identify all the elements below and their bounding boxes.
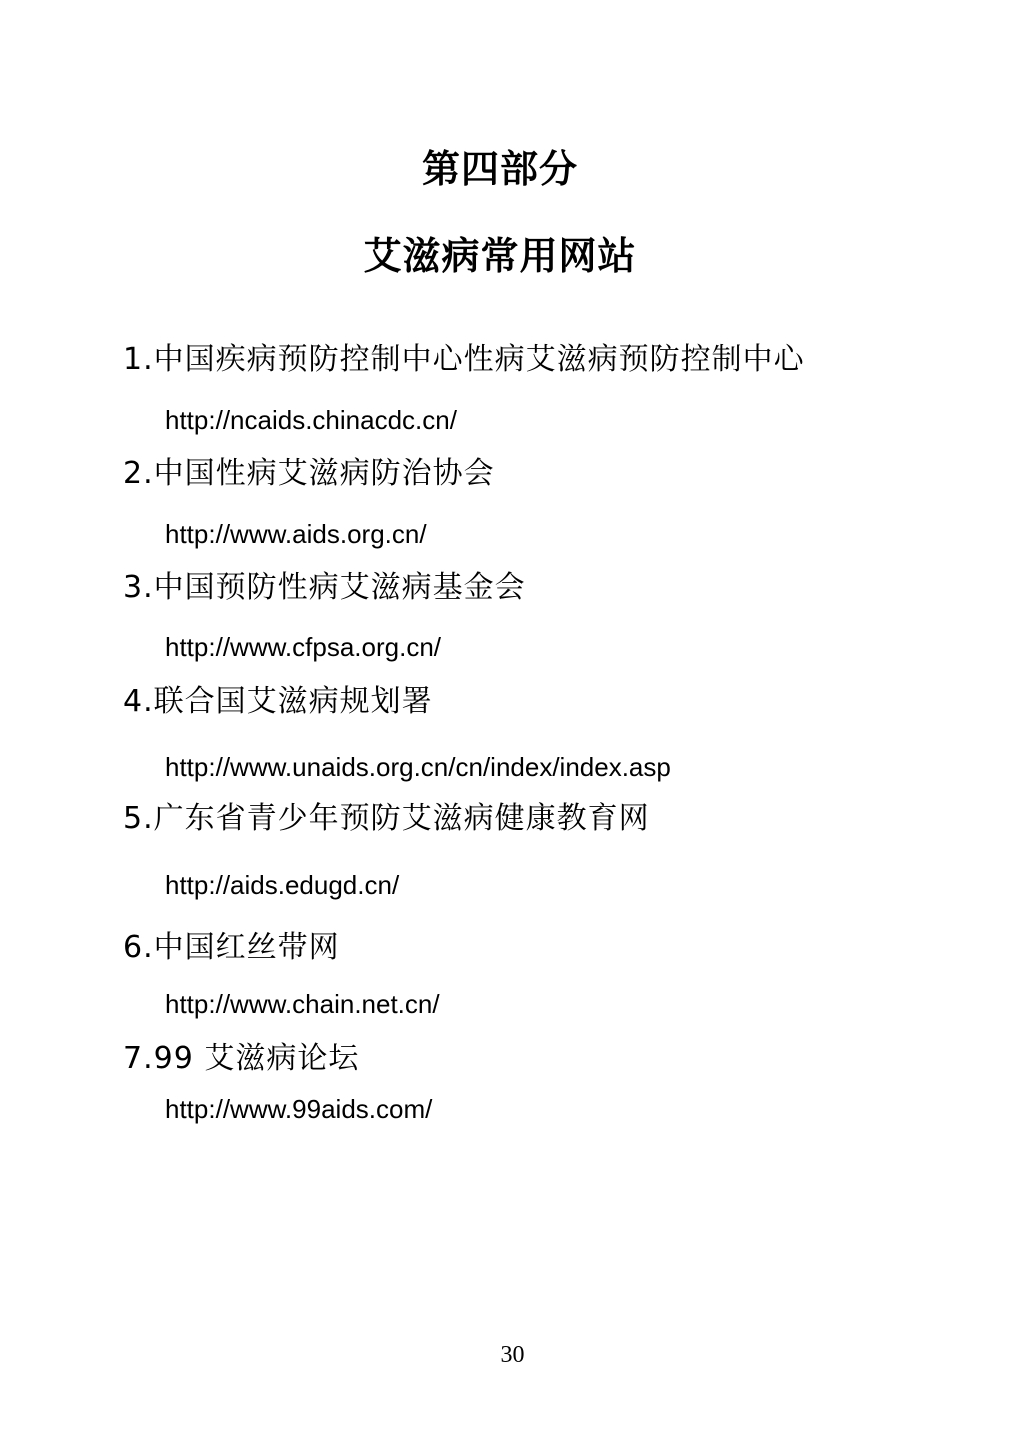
entry-title-3: 3.中国预防性病艾滋病基金会 <box>123 570 526 605</box>
entry-title-7: 7.99 艾滋病论坛 <box>123 1041 360 1076</box>
entry-url-5[interactable]: http://aids.edugd.cn/ <box>165 870 400 900</box>
page-number: 30 <box>500 1342 525 1368</box>
entry-url-4[interactable]: http://www.unaids.org.cn/cn/index/index.asp <box>165 752 671 782</box>
entry-title-6: 6.中国红丝带网 <box>123 930 340 965</box>
page-title: 艾滋病常用网站 <box>363 233 637 278</box>
entry-url-6[interactable]: http://www.chain.net.cn/ <box>165 989 440 1019</box>
entry-title-4: 4.联合国艾滋病规划署 <box>123 684 433 719</box>
entry-url-2[interactable]: http://www.aids.org.cn/ <box>165 519 427 549</box>
entry-title-2: 2.中国性病艾滋病防治协会 <box>123 456 495 491</box>
entry-title-1: 1.中国疾病预防控制中心性病艾滋病预防控制中心 <box>123 342 805 377</box>
entry-url-3[interactable]: http://www.cfpsa.org.cn/ <box>165 632 442 662</box>
entry-url-7[interactable]: http://www.99aids.com/ <box>165 1094 433 1124</box>
entry-title-5: 5.广东省青少年预防艾滋病健康教育网 <box>123 801 650 836</box>
entry-url-1[interactable]: http://ncaids.chinacdc.cn/ <box>165 405 457 435</box>
part-title: 第四部分 <box>421 146 578 191</box>
